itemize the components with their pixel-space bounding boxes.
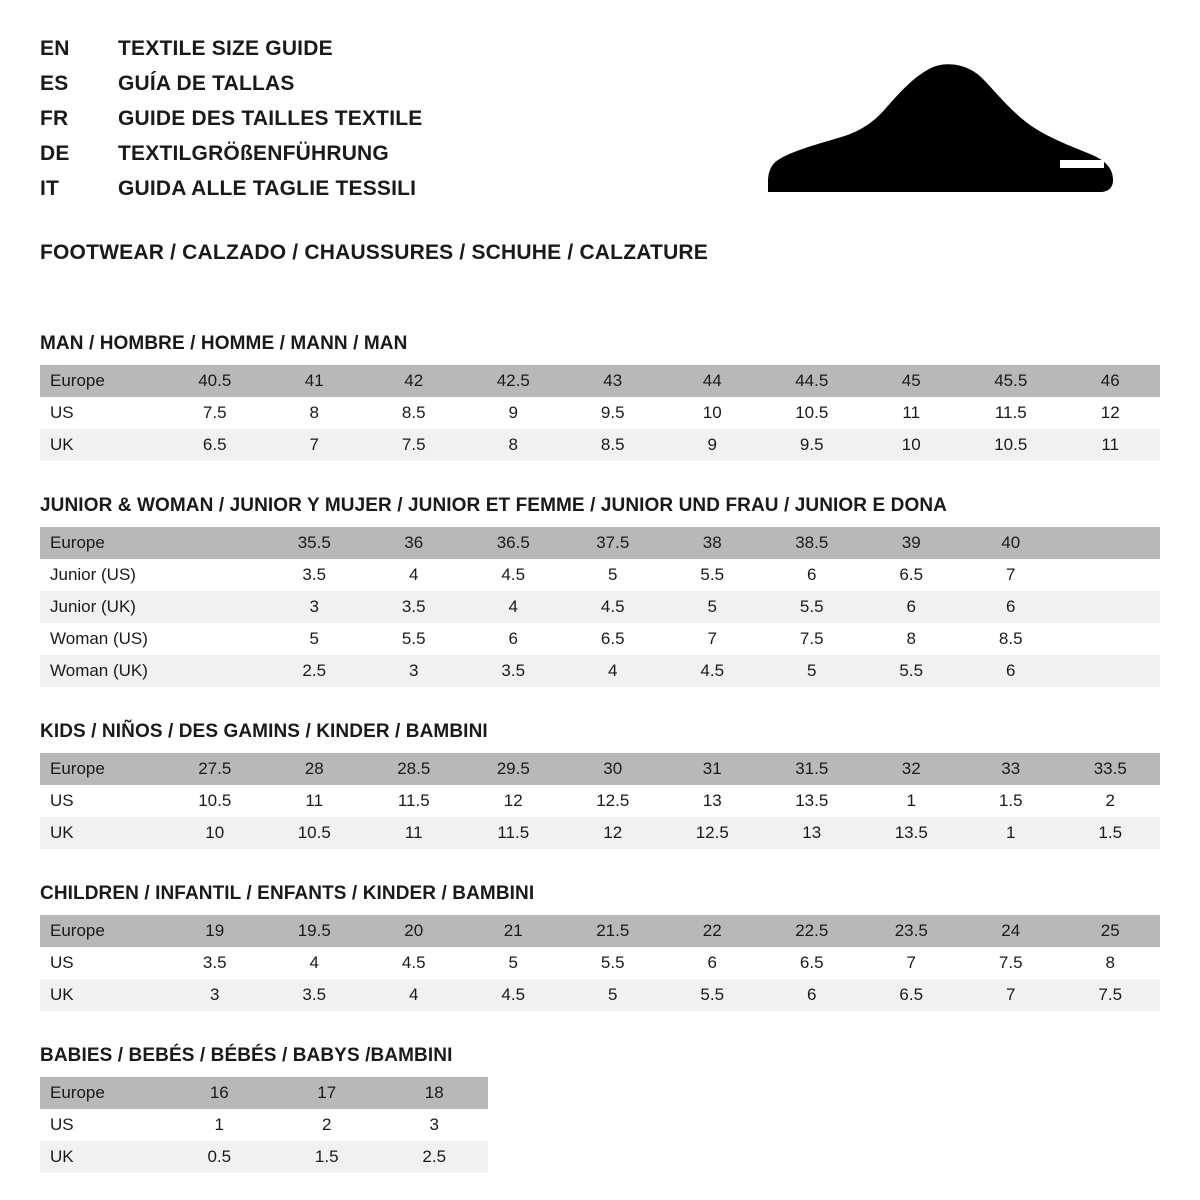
row-label: Junior (UK)	[40, 591, 165, 623]
cell: 1.5	[961, 785, 1061, 817]
cell: 4.5	[563, 591, 663, 623]
cell: 44	[663, 365, 763, 397]
cell: 22.5	[762, 915, 862, 947]
table-row	[40, 753, 1160, 785]
cell: 8.5	[961, 623, 1061, 655]
cell: 5.5	[762, 591, 862, 623]
cell: 6.5	[762, 947, 862, 979]
cell: 10	[663, 397, 763, 429]
cell: 6.5	[862, 979, 962, 1011]
cell: 3	[265, 591, 365, 623]
cell	[1061, 623, 1161, 655]
cell: 3.5	[265, 979, 365, 1011]
cell: 8	[464, 429, 564, 461]
cell: 9	[663, 429, 763, 461]
cell: 5.5	[862, 655, 962, 687]
cell: 12.5	[663, 817, 763, 849]
section-title: CHILDREN / INFANTIL / ENFANTS / KINDER / BAMBINI	[40, 883, 535, 904]
cell: 7	[862, 947, 962, 979]
cell	[1061, 559, 1161, 591]
language-title: TEXTILE SIZE GUIDE	[118, 37, 333, 60]
cell: 10.5	[265, 817, 365, 849]
cell: 5.5	[663, 559, 763, 591]
table-row	[40, 397, 1160, 429]
table-row	[40, 1109, 488, 1141]
table-row	[40, 979, 1160, 1011]
language-code: DE	[40, 142, 70, 165]
cell: 8	[265, 397, 365, 429]
cell: 8	[862, 623, 962, 655]
cell: 24	[961, 915, 1061, 947]
cell: 8.5	[364, 397, 464, 429]
cell: 11	[862, 397, 962, 429]
table-row	[40, 947, 1160, 979]
row-label: Woman (US)	[40, 623, 165, 655]
cell: 3.5	[464, 655, 564, 687]
table-row	[40, 655, 1160, 687]
row-label: Woman (UK)	[40, 655, 165, 687]
language-title: GUIDE DES TAILLES TEXTILE	[118, 107, 423, 130]
cell: 42.5	[464, 365, 564, 397]
cell: 10.5	[961, 429, 1061, 461]
cell: 5	[563, 979, 663, 1011]
cell: 7	[961, 979, 1061, 1011]
cell: 21.5	[563, 915, 663, 947]
table-row	[40, 365, 1160, 397]
cell: 6	[961, 655, 1061, 687]
cell: 2.5	[380, 1141, 488, 1173]
cell: 31	[663, 753, 763, 785]
row-label: UK	[40, 817, 165, 849]
cell: 1	[961, 817, 1061, 849]
cell: 6.5	[563, 623, 663, 655]
section-man	[40, 333, 1160, 461]
cell: 4	[464, 591, 564, 623]
cell: 6	[762, 559, 862, 591]
row-label: Europe	[40, 527, 165, 559]
cell: 28	[265, 753, 365, 785]
cell: 42	[364, 365, 464, 397]
cell: 7.5	[762, 623, 862, 655]
table-row	[40, 591, 1160, 623]
cell: 5.5	[364, 623, 464, 655]
cell: 30	[563, 753, 663, 785]
cell: 8.5	[563, 429, 663, 461]
cell	[165, 527, 265, 559]
cell	[165, 623, 265, 655]
cell: 5	[762, 655, 862, 687]
cell: 11.5	[961, 397, 1061, 429]
cell: 6	[464, 623, 564, 655]
cell: 2	[273, 1109, 380, 1141]
cell: 45.5	[961, 365, 1061, 397]
row-label: Europe	[40, 1077, 166, 1109]
table-row	[40, 559, 1160, 591]
row-label: US	[40, 1109, 166, 1141]
cell: 2	[1061, 785, 1161, 817]
cell: 40	[961, 527, 1061, 559]
table-row	[40, 785, 1160, 817]
language-code: ES	[40, 72, 69, 95]
table-row	[40, 817, 1160, 849]
table-row	[40, 429, 1160, 461]
cell	[165, 591, 265, 623]
cell: 3.5	[364, 591, 464, 623]
cell: 38.5	[762, 527, 862, 559]
table-row	[40, 1077, 488, 1109]
cell: 35.5	[265, 527, 365, 559]
cell: 7.5	[1061, 979, 1161, 1011]
cell: 40.5	[165, 365, 265, 397]
cell: 13.5	[862, 817, 962, 849]
cell: 36.5	[464, 527, 564, 559]
cell: 0.5	[166, 1141, 273, 1173]
language-row	[40, 73, 422, 94]
cell: 11	[265, 785, 365, 817]
row-label: Europe	[40, 915, 165, 947]
cell	[165, 559, 265, 591]
cell: 41	[265, 365, 365, 397]
cell: 6	[762, 979, 862, 1011]
language-row	[40, 178, 422, 199]
cell: 27.5	[165, 753, 265, 785]
size-table-man	[40, 365, 1160, 461]
size-table-junior-woman	[40, 527, 1160, 687]
cell: 3	[364, 655, 464, 687]
cell: 4	[364, 979, 464, 1011]
size-table-babies	[40, 1077, 488, 1173]
cell: 23.5	[862, 915, 962, 947]
cell: 1.5	[273, 1141, 380, 1173]
table-row	[40, 623, 1160, 655]
cell: 6.5	[165, 429, 265, 461]
cell: 9.5	[563, 397, 663, 429]
cell: 6	[961, 591, 1061, 623]
cell: 10.5	[165, 785, 265, 817]
cell: 43	[563, 365, 663, 397]
section-title: MAN / HOMBRE / HOMME / MANN / MAN	[40, 333, 408, 354]
cell: 7	[961, 559, 1061, 591]
cell: 36	[364, 527, 464, 559]
language-title: GUIDA ALLE TAGLIE TESSILI	[118, 177, 417, 200]
cell: 12.5	[563, 785, 663, 817]
language-code: EN	[40, 37, 70, 60]
cell: 5	[663, 591, 763, 623]
cell: 12	[563, 817, 663, 849]
category-title: FOOTWEAR / CALZADO / CHAUSSURES / SCHUHE / CALZATURE	[40, 241, 709, 264]
cell: 33	[961, 753, 1061, 785]
cell: 7	[663, 623, 763, 655]
cell	[1061, 527, 1161, 559]
cell: 4	[265, 947, 365, 979]
language-row	[40, 38, 422, 59]
cell: 16	[166, 1077, 273, 1109]
row-label: Europe	[40, 365, 165, 397]
cell: 12	[1061, 397, 1161, 429]
language-code: FR	[40, 107, 69, 130]
cell: 7.5	[961, 947, 1061, 979]
cell: 21	[464, 915, 564, 947]
cell: 9.5	[762, 429, 862, 461]
cell: 44.5	[762, 365, 862, 397]
row-label: Junior (US)	[40, 559, 165, 591]
cell: 37.5	[563, 527, 663, 559]
table-row	[40, 915, 1160, 947]
row-label: US	[40, 397, 165, 429]
cell: 5	[464, 947, 564, 979]
cell: 7.5	[364, 429, 464, 461]
row-label: US	[40, 785, 165, 817]
cell: 3.5	[165, 947, 265, 979]
cell: 3	[165, 979, 265, 1011]
language-row	[40, 143, 422, 164]
cell: 13	[663, 785, 763, 817]
cell: 2.5	[265, 655, 365, 687]
cell: 38	[663, 527, 763, 559]
cell: 28.5	[364, 753, 464, 785]
cell: 11	[364, 817, 464, 849]
cell: 18	[380, 1077, 488, 1109]
cell: 4	[563, 655, 663, 687]
cell: 46	[1061, 365, 1161, 397]
cell: 45	[862, 365, 962, 397]
cell: 12	[464, 785, 564, 817]
cell: 6	[663, 947, 763, 979]
row-label: UK	[40, 429, 165, 461]
cell: 25	[1061, 915, 1161, 947]
cell: 33.5	[1061, 753, 1161, 785]
cell: 29.5	[464, 753, 564, 785]
cell: 13.5	[762, 785, 862, 817]
language-title: GUÍA DE TALLAS	[118, 72, 295, 95]
cell: 1	[166, 1109, 273, 1141]
cell: 22	[663, 915, 763, 947]
cell: 4.5	[464, 559, 564, 591]
cell: 5.5	[663, 979, 763, 1011]
cell: 10.5	[762, 397, 862, 429]
section-title: BABIES / BEBÉS / BÉBÉS / BABYS /BAMBINI	[40, 1045, 453, 1066]
language-title-list	[40, 38, 422, 213]
cell: 17	[273, 1077, 380, 1109]
cell: 9	[464, 397, 564, 429]
cell: 6	[862, 591, 962, 623]
cell: 11	[1061, 429, 1161, 461]
cell	[1061, 591, 1161, 623]
cell: 10	[165, 817, 265, 849]
row-label: Europe	[40, 753, 165, 785]
cell: 1.5	[1061, 817, 1161, 849]
row-label: US	[40, 947, 165, 979]
cell: 10	[862, 429, 962, 461]
table-row	[40, 1141, 488, 1173]
cell: 6.5	[862, 559, 962, 591]
cell: 4.5	[464, 979, 564, 1011]
cell: 19.5	[265, 915, 365, 947]
cell: 19	[165, 915, 265, 947]
cell: 11.5	[364, 785, 464, 817]
document-header	[40, 34, 1160, 213]
cell: 32	[862, 753, 962, 785]
row-label: UK	[40, 979, 165, 1011]
size-table-children	[40, 915, 1160, 1011]
cell: 31.5	[762, 753, 862, 785]
row-label: UK	[40, 1141, 166, 1173]
cell: 5	[265, 623, 365, 655]
cell: 4.5	[364, 947, 464, 979]
cell: 20	[364, 915, 464, 947]
cell	[165, 655, 265, 687]
cell: 8	[1061, 947, 1161, 979]
cell: 13	[762, 817, 862, 849]
section-title: JUNIOR & WOMAN / JUNIOR Y MUJER / JUNIOR ET FEMME / JUNIOR UND FRAU / JUNIOR E DONA	[40, 495, 948, 516]
cell: 5	[563, 559, 663, 591]
table-row	[40, 527, 1160, 559]
cell: 11.5	[464, 817, 564, 849]
cell: 7.5	[165, 397, 265, 429]
section-babies	[40, 1045, 1160, 1173]
cell: 39	[862, 527, 962, 559]
section-kids	[40, 721, 1160, 849]
cell: 4.5	[663, 655, 763, 687]
size-table-kids	[40, 753, 1160, 849]
language-row	[40, 108, 422, 129]
language-code: IT	[40, 177, 60, 200]
section-children	[40, 883, 1160, 1011]
dress-shoe-icon	[750, 64, 1130, 194]
cell: 3	[380, 1109, 488, 1141]
section-junior-woman	[40, 495, 1160, 687]
language-title: TEXTILGRÖßENFÜHRUNG	[118, 142, 389, 165]
cell: 4	[364, 559, 464, 591]
cell	[1061, 655, 1161, 687]
cell: 3.5	[265, 559, 365, 591]
cell: 7	[265, 429, 365, 461]
section-title: KIDS / NIÑOS / DES GAMINS / KINDER / BAMBINI	[40, 721, 488, 742]
cell: 1	[862, 785, 962, 817]
cell: 5.5	[563, 947, 663, 979]
